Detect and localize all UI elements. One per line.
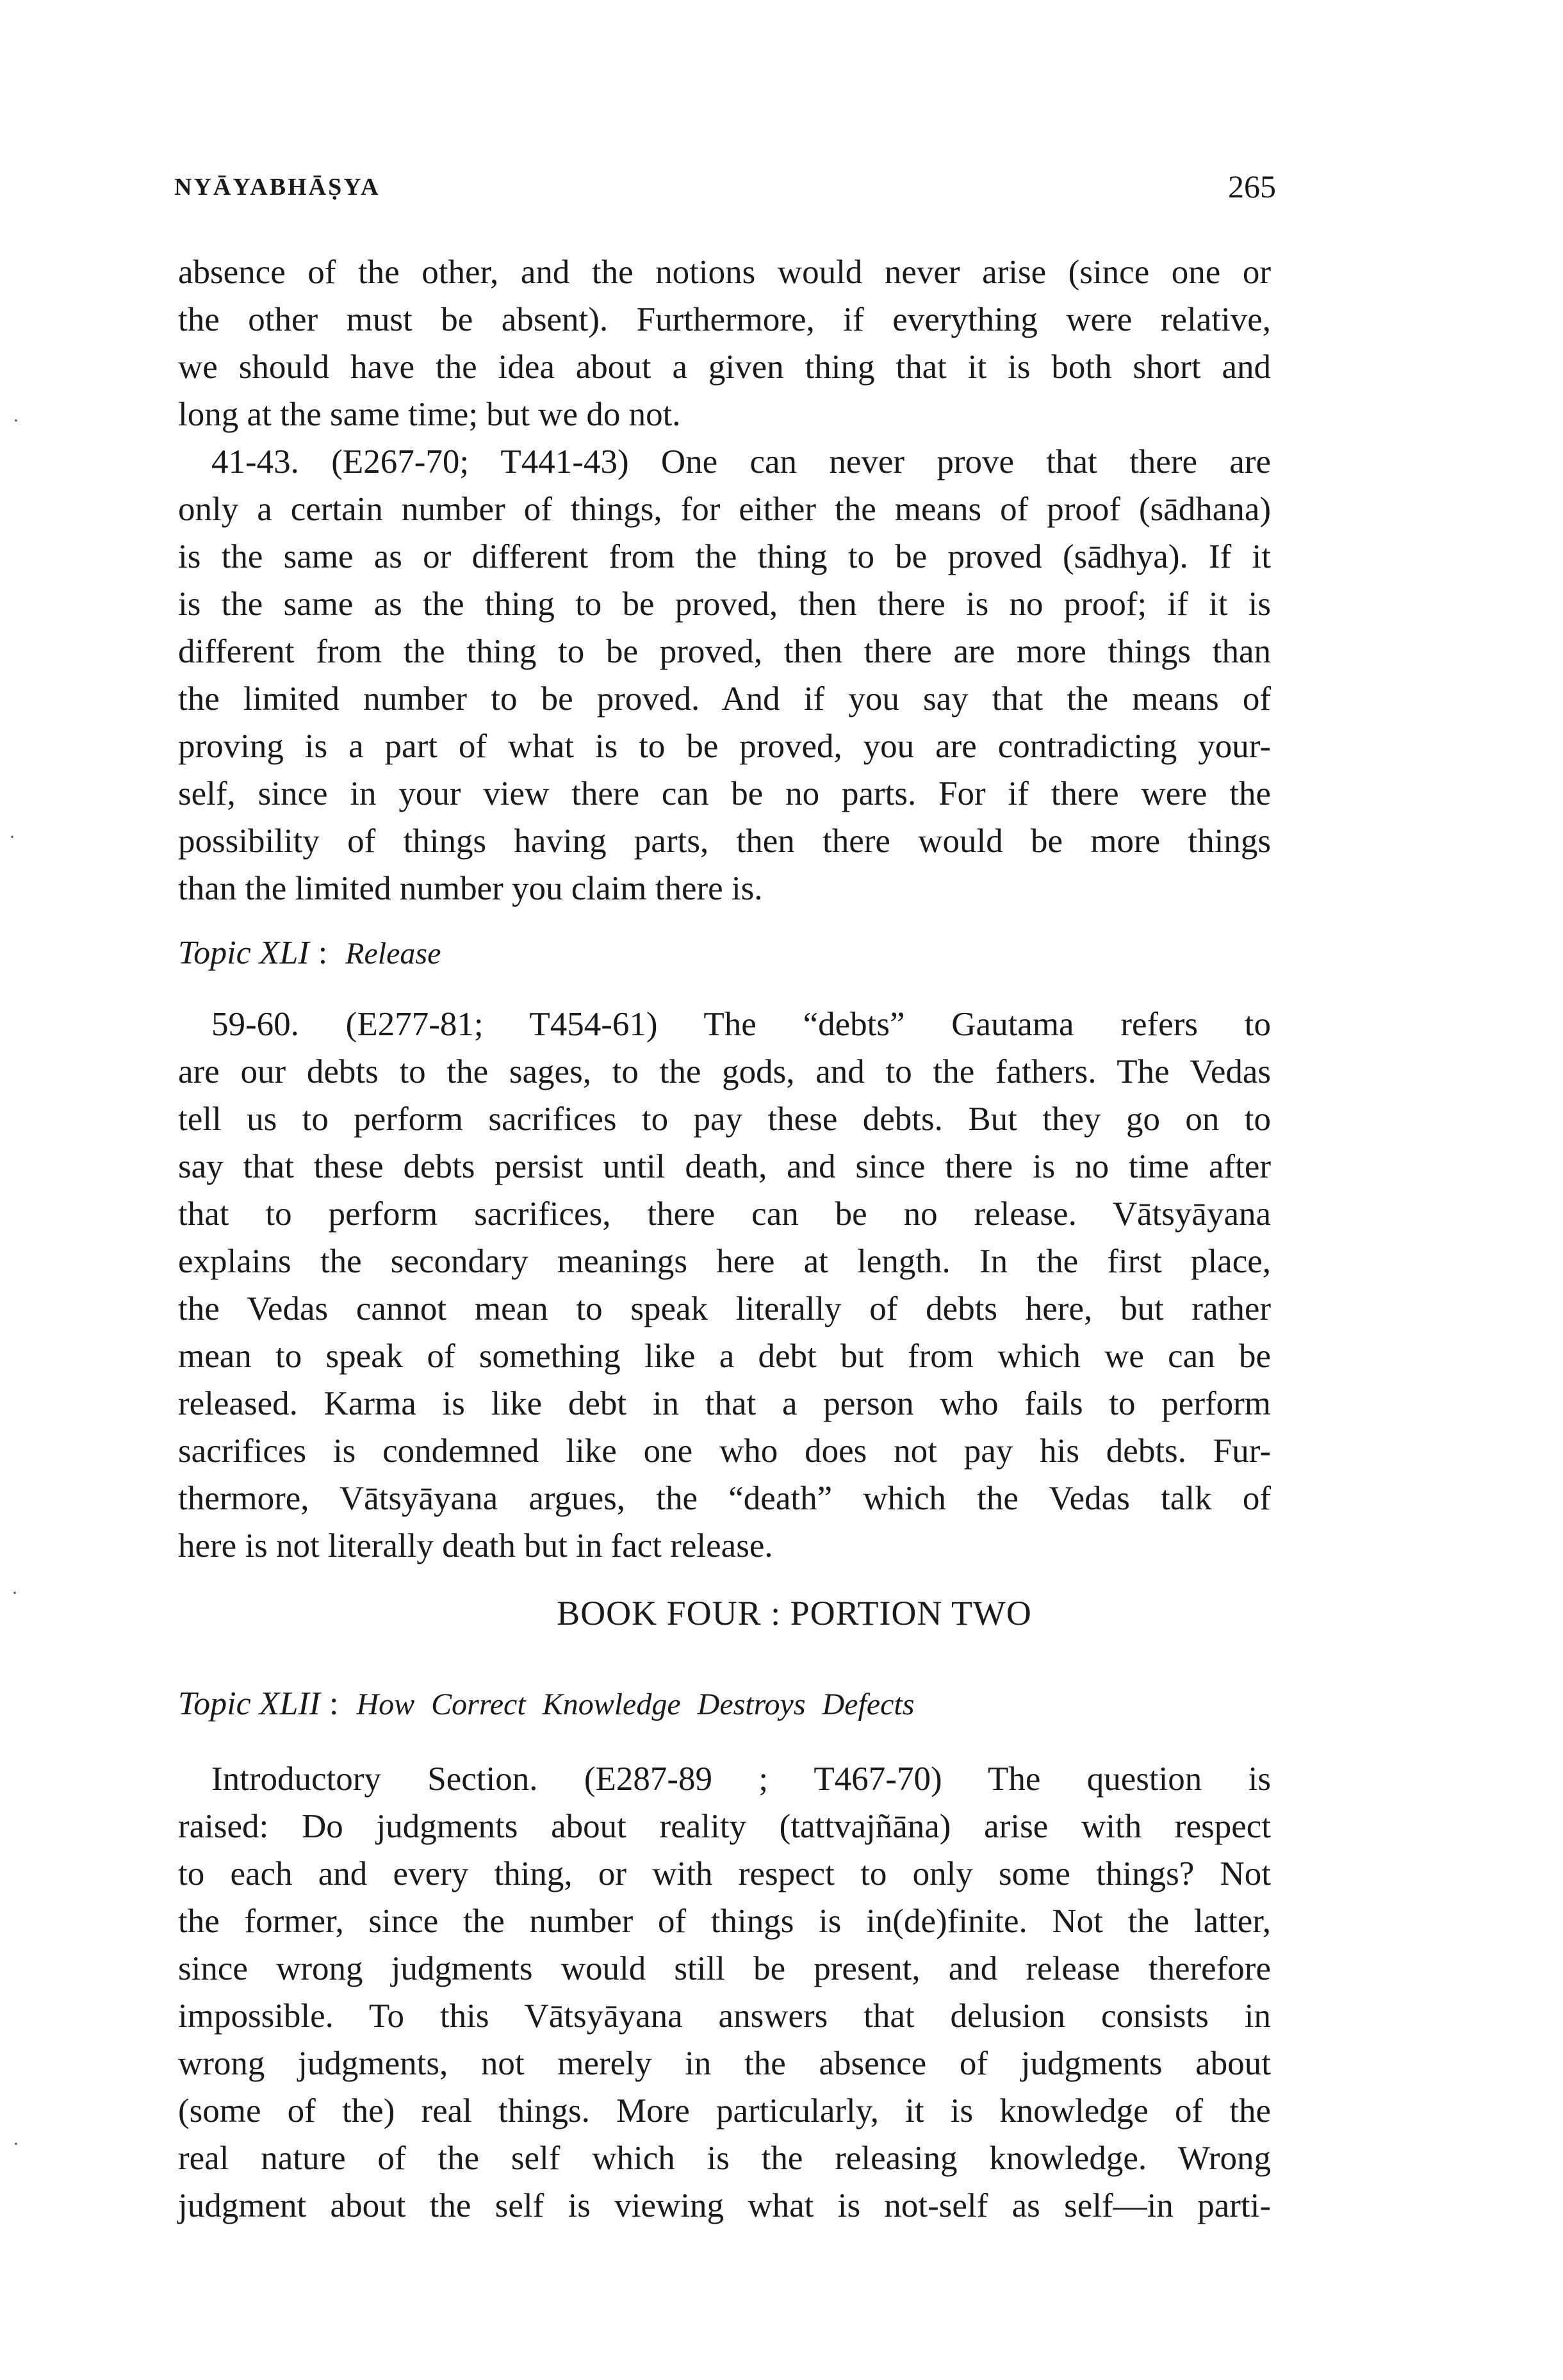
topic-label: Topic XLI	[178, 935, 309, 971]
running-title: NYĀYABHĀṢYA	[174, 174, 381, 201]
text-line: explains the secondary meanings here at length. In the first place,	[178, 1243, 1271, 1280]
scan-speck: ·	[9, 826, 15, 848]
text-line: real nature of the self which is the releasing knowledge. Wrong	[178, 2140, 1271, 2177]
text-line: 41-43. (E267-70; T441-43) One can never prove that there are	[211, 443, 1271, 480]
topic-heading-xli	[178, 934, 441, 972]
paragraph-3	[178, 1001, 1271, 1570]
topic-separator: :	[318, 935, 328, 971]
text-line: released. Karma is like debt in that a person who fails to perform	[178, 1385, 1271, 1422]
topic-title: How Correct Knowledge Destroys Defects	[356, 1687, 915, 1721]
text-line: only a certain number of things, for either the means of proof (sādhana)	[178, 491, 1271, 528]
page-number: 265	[1228, 168, 1276, 204]
book-section-heading: BOOK FOUR : PORTION TWO	[557, 1594, 1032, 1632]
paragraph-2	[178, 438, 1271, 912]
paragraph-1	[178, 249, 1271, 438]
text-line: here is not literally death but in fact release.	[178, 1527, 773, 1564]
text-line: the Vedas cannot mean to speak literally of debts here, but rather	[178, 1290, 1271, 1327]
text-line: is the same as the thing to be proved, then there is no proof; if it is	[178, 586, 1271, 623]
text-line: thermore, Vātsyāyana argues, the “death” which the Vedas talk of	[178, 1480, 1271, 1517]
text-line: raised: Do judgments about reality (tattvajñāna) arise with respect	[178, 1808, 1271, 1845]
text-line: the former, since the number of things is in(de)finite. Not the latter,	[178, 1903, 1271, 1940]
scan-speck: ·	[12, 1582, 18, 1604]
topic-heading-xlii	[178, 1685, 914, 1723]
text-line: proving is a part of what is to be proved, you are contradicting your-	[178, 728, 1271, 765]
text-line: judgment about the self is viewing what is not-self as self—in parti-	[178, 2187, 1271, 2224]
text-line: the limited number to be proved. And if you say that the means of	[178, 680, 1271, 718]
text-line: 59-60. (E277-81; T454-61) The “debts” Gautama refers to	[211, 1006, 1271, 1043]
text-line: to each and every thing, or with respect to only some things? Not	[178, 1855, 1271, 1892]
topic-separator: :	[329, 1686, 339, 1722]
text-line: is the same as or different from the thing to be proved (sādhya). If it	[178, 538, 1271, 575]
text-line: say that these debts persist until death, and since there is no time after	[178, 1148, 1271, 1185]
text-line: long at the same time; but we do not.	[178, 396, 681, 433]
text-line: that to perform sacrifices, there can be no release. Vātsyāyana	[178, 1195, 1271, 1233]
text-line: sacrifices is condemned like one who does not pay his debts. Fur-	[178, 1432, 1271, 1470]
topic-label: Topic XLII	[178, 1686, 320, 1722]
paragraph-4	[178, 1755, 1271, 2229]
text-line: wrong judgments, not merely in the absence of judgments about	[178, 2045, 1271, 2082]
text-line: tell us to perform sacrifices to pay these debts. But they go on to	[178, 1101, 1271, 1138]
topic-title: Release	[345, 937, 441, 971]
text-line: the other must be absent). Furthermore, if everything were relative,	[178, 301, 1271, 338]
running-head	[174, 168, 1276, 206]
scan-speck: ·	[13, 410, 19, 431]
text-line: are our debts to the sages, to the gods, and to the fathers. The Vedas	[178, 1053, 1271, 1090]
text-line: possibility of things having parts, then there would be more things	[178, 823, 1271, 860]
text-line: Introductory Section. (E287-89 ; T467-70) The question is	[211, 1760, 1271, 1798]
text-line: mean to speak of something like a debt but from which we can be	[178, 1338, 1271, 1375]
text-line: self, since in your view there can be no parts. For if there were the	[178, 775, 1271, 812]
text-line: (some of the) real things. More particularly, it is knowledge of the	[178, 2092, 1271, 2130]
text-line: we should have the idea about a given thing that it is both short and	[178, 349, 1271, 386]
scan-speck: ·	[13, 2133, 19, 2154]
text-line: different from the thing to be proved, then there are more things than	[178, 633, 1271, 670]
text-line: absence of the other, and the notions would never arise (since one or	[178, 254, 1271, 291]
text-line: than the limited number you claim there is.	[178, 870, 763, 907]
text-line: impossible. To this Vātsyāyana answers that delusion consists in	[178, 1998, 1271, 2035]
text-line: since wrong judgments would still be present, and release therefore	[178, 1950, 1271, 1987]
